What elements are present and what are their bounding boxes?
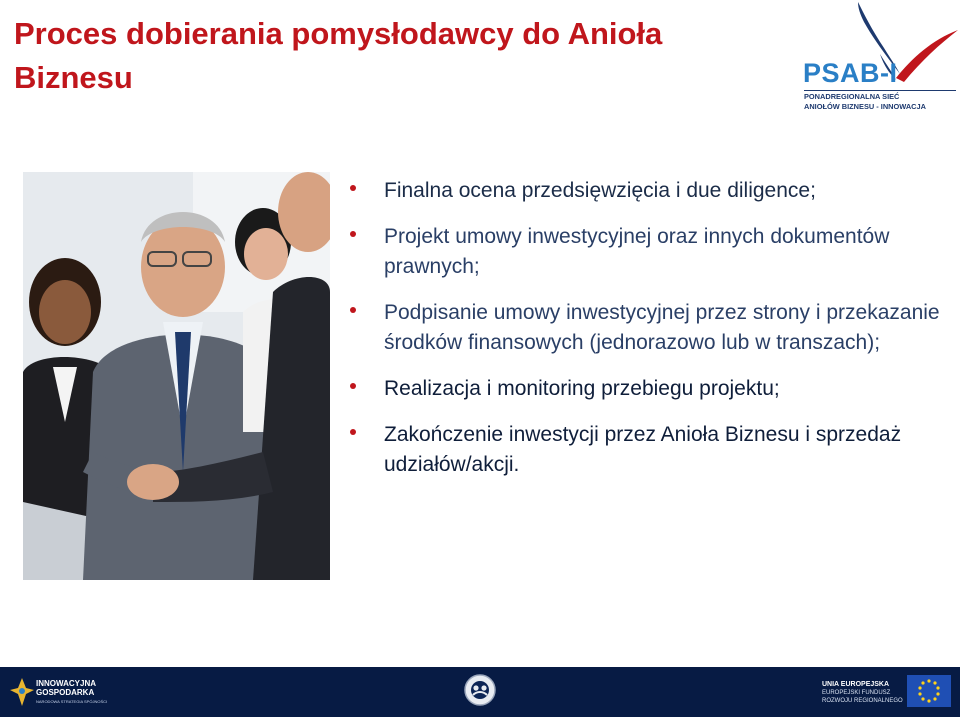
eu-line-2: ROZWOJU REGIONALNEGO: [822, 698, 903, 704]
psab-logo: [800, 0, 960, 115]
innovative-economy-subtitle: NARODOWA STRATEGIA SPÓJNOŚCI: [36, 699, 108, 704]
eu-flag-icon: [907, 675, 951, 707]
bullet-icon: [350, 307, 356, 313]
footer-bar: [0, 667, 960, 717]
eu-line-1: EUROPEJSKI FUNDUSZ: [822, 690, 891, 696]
business-handshake-photo: [23, 172, 330, 580]
emblem-icon: [463, 673, 497, 707]
list-item: Podpisanie umowy inwestycyjnej przez strony i przekazanie środków finansowych (jednorazowo lub w transzach);: [348, 298, 948, 358]
logo-rule: [804, 90, 956, 91]
logo-line-1: PONADREGIONALNA SIEĆ: [804, 92, 900, 101]
innovative-economy-title: INNOWACYJNA GOSPODARKA: [36, 679, 97, 697]
page-title: Proces dobierania pomysłodawcy do Anioła Biznesu: [14, 16, 663, 95]
list-item: Zakończenie inwestycji przez Anioła Biznesu i sprzedaż udziałów/akcji.: [348, 420, 948, 480]
list-item: Finalna ocena przedsięwzięcia i due diligence;: [348, 176, 948, 206]
logo-line-2: ANIOŁÓW BIZNESU - INNOWACJA: [804, 102, 926, 111]
bullet-icon: [350, 429, 356, 435]
list-item: Projekt umowy inwestycyjnej oraz innych dokumentów prawnych;: [348, 222, 948, 282]
eu-text: [822, 680, 903, 705]
bullet-icon: [350, 231, 356, 237]
bullet-icon: [350, 185, 356, 191]
eu-title: UNIA EUROPEJSKA: [822, 681, 890, 688]
list-item: Realizacja i monitoring przebiegu projektu;: [348, 374, 948, 404]
process-steps-list: [348, 176, 948, 496]
bullet-icon: [350, 383, 356, 389]
psab-wordmark: PSAB-I: [803, 58, 898, 88]
innovative-economy-icon: [10, 678, 34, 706]
handshake-illustration: [23, 172, 330, 580]
